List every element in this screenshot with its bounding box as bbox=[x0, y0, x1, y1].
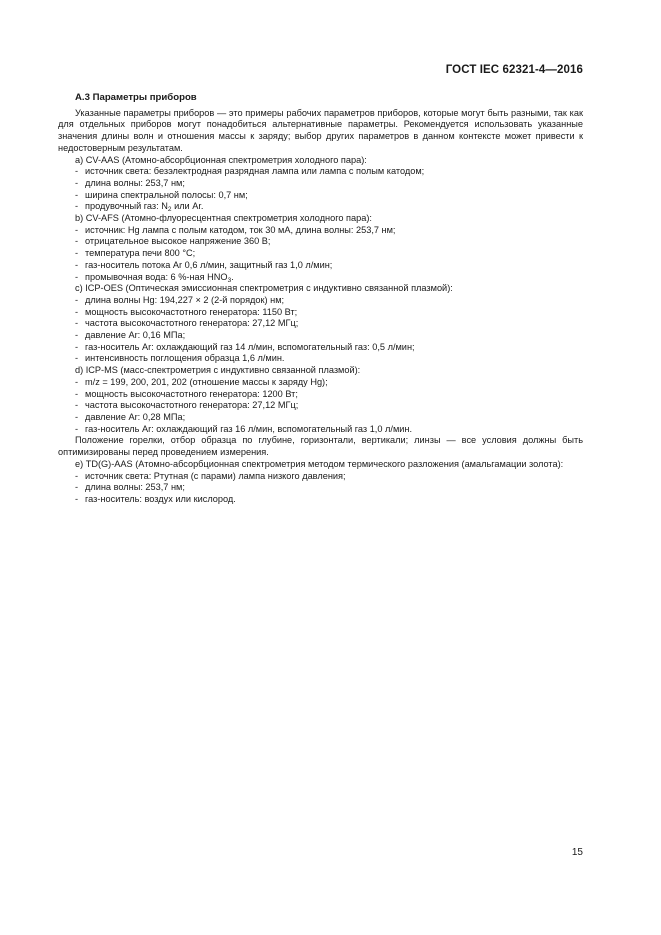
list-item: - источник: Hg лампа с полым катодом, ток 30 мА, длина волны: 253,7 нм; bbox=[75, 224, 396, 235]
list-item: - длина волны Hg: 194,227 × 2 (2-й порядок) нм; bbox=[75, 294, 285, 305]
item-c-heading: с) ICP-OES (Оптическая эмиссионная спектрометрия с индуктивно связанной плазмой): bbox=[75, 283, 453, 294]
list-item: - продувочный газ: $N_2$ или Ar. bbox=[75, 201, 204, 214]
note-paragraph: Положение горелки, отбор образца по глубине, горизонтали, вертикали; линзы — все условия должны быть оптимизированы перед проведением измерения. bbox=[58, 435, 583, 458]
list-item: - мощность высокочастотного генератора: 1200 Вт; bbox=[75, 388, 298, 399]
list-item: - отрицательное высокое напряжение 360 В; bbox=[75, 236, 271, 247]
item-a-heading: а) CV-AAS (Атомно-абсорбционная спектрометрия холодного пара): bbox=[75, 154, 367, 165]
list-item: - давление Ar: 0,28 МПа; bbox=[75, 411, 186, 422]
list-item: - промывочная вода: 6 %-ная $HNO_3$. bbox=[75, 271, 234, 284]
list-item: - газ-носитель Ar: охлаждающий газ 16 л/мин, вспомогательный газ 1,0 л/мин. bbox=[75, 423, 413, 434]
list-item: - m/z = 199, 200, 201, 202 (отношение массы к заряду Hg); bbox=[75, 376, 328, 387]
list-item: - ширина спектральной полосы: 0,7 нм; bbox=[75, 189, 248, 200]
list-item: - газ-носитель потока Ar 0,6 л/мин, защитный газ 1,0 л/мин; bbox=[75, 259, 333, 270]
list-item: - газ-носитель Ar: охлаждающий газ 14 л/мин, вспомогательный газ: 0,5 л/мин; bbox=[75, 341, 415, 352]
item-e-heading: е) TD(G)-AAS (Атомно-абсорбционная спектрометрия методом термического разложения (амальгамации золота): bbox=[75, 458, 564, 469]
intro-paragraph: Указанные параметры приборов — это примеры рабочих параметров приборов, которые могут быть разными, так как для отдельных приборов могут понадобиться альтернативные параметры. Рекомендуется использовать указанные значения длины волн и отношения массы к заряду; выбор других параметров в данном контексте может привести к недостоверным результатам. bbox=[58, 107, 583, 153]
list-item: - давление Ar: 0,16 МПа; bbox=[75, 330, 186, 341]
list-item: - длина волны: 253,7 нм; bbox=[75, 177, 185, 188]
item-d-heading: d) ICP-MS (масс-спектрометрия с индуктивно связанной плазмой): bbox=[75, 365, 361, 376]
list-item: - частота высокочастотного генератора: 27,12 МГц; bbox=[75, 318, 299, 329]
list-item: - источник света: безэлектродная разрядная лампа или лампа с полым катодом; bbox=[75, 166, 425, 177]
list-item: - температура печи 800 °С; bbox=[75, 248, 196, 259]
list-item: - газ-носитель: воздух или кислород. bbox=[75, 493, 236, 504]
list-item: - длина волны: 253,7 нм; bbox=[75, 482, 185, 493]
list-item: - частота высокочастотного генератора: 27,12 МГц; bbox=[75, 400, 299, 411]
list-item: - мощность высокочастотного генератора: 1150 Вт; bbox=[75, 306, 298, 317]
list-item: - источник света: Ртутная (с парами) лампа низкого давления; bbox=[75, 470, 346, 481]
list-item: - интенсивность поглощения образца 1,6 л/мин. bbox=[75, 353, 285, 364]
document-code: ГОСТ IEC 62321-4—2016 bbox=[445, 64, 583, 76]
page-number: 15 bbox=[571, 847, 583, 858]
section-title: А.3 Параметры приборов bbox=[75, 92, 197, 103]
item-b-heading: b) CV-AFS (Атомно-флуоресцентная спектрометрия холодного пара): bbox=[75, 213, 372, 224]
content bbox=[58, 92, 583, 506]
